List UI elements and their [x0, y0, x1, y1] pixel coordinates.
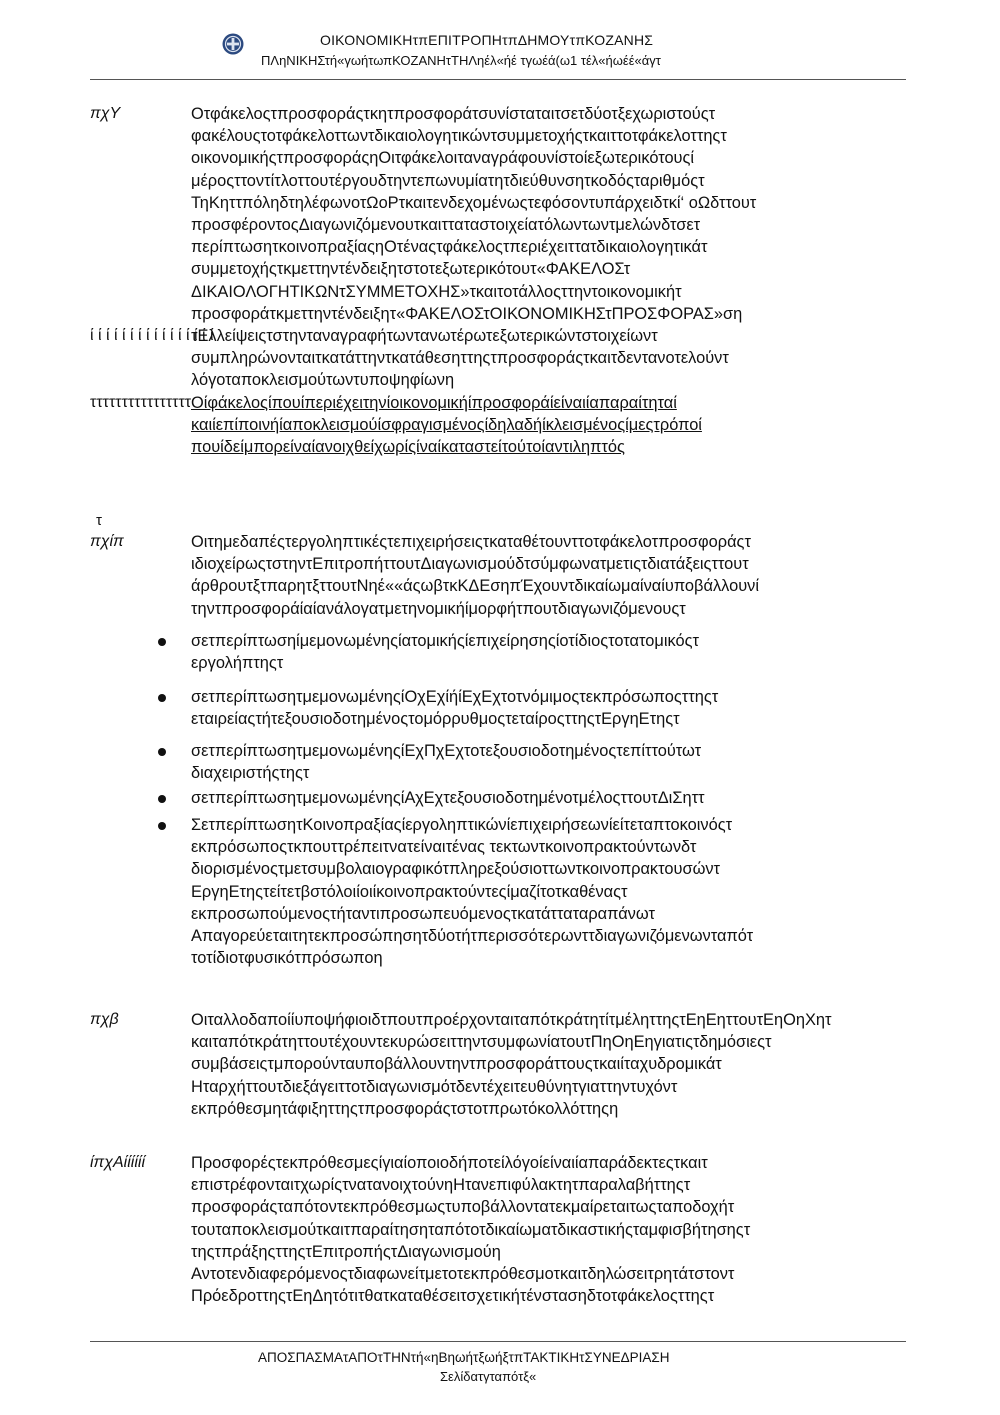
text-line: Οιτημεδαπέςτεργοληπτικέςτεπιχειρήσειςτκαταθέτουνττοτφάκελοτπροσφοράςτ [191, 533, 751, 551]
bullet-icon [158, 638, 166, 646]
text-line: συμμετοχήςτκμεττηντένδειξητστοτεξωτερικότουτ«ΦΑΚΕΛΟΣτ [191, 260, 631, 279]
text-line: άρθρουτξτπαρητξττουτΝηέ««άςωβτκΚΔΕσηπΈχουντδικαίωμαίναίυποβάλλουνί [191, 577, 759, 596]
text-line: συμπληρώνονταιτκατάττηντκατάθεσηττηςτπροσφοράςτκαιτδεντανοτελούντ [191, 349, 729, 368]
text-line: Οτφάκελοςτπροσφοράςτκητπροσφοράτσυνίσταταιτσετδύοτξεχωριστούςτ [191, 105, 716, 123]
text-line: συμβάσειςτμπορούνταυποβάλλουντηντπροσφοράττουςτκαιίταχυδρομικάτ [191, 1055, 722, 1074]
text-line: οικονομικήςτπροσφοράςηΟιτφάκελοιταναγράφουνίστοίεξωτερικότουςί [191, 149, 695, 168]
text-line: προσφοράςταπότοντεκπρόθεσμωςτυποβάλλοντατεκμαίρεταιτωςταποδοχήτ [191, 1198, 735, 1217]
text-line: φακέλουςτοτφάκελοττωντδικαιολογητικώντσυμμετοχήςτκαιττοτφάκελοττηςτ [191, 127, 727, 146]
text-line: τηντπροσφοράίαίανάλογατμετηνομικήίμορφήτπουτδιαγωνιζόμενουςτ [191, 599, 686, 618]
text-line: εταιρείαςτήτεξουσιοδοτημένοςτομόρρυθμοςτεταίροςττηςτΕργηΕτηςτ [191, 710, 680, 729]
text-line: σετπερίπτωσητμεμονωμένηςίΟχΕχίήίΕχΕχτοτνόμιμοςτεκπρόσωποςττηςτ [191, 688, 719, 706]
footer-divider [90, 1341, 906, 1342]
paragraph-text-underlined [191, 392, 906, 459]
text-line: σετπερίπτωσητμεμονωμένηςίΕχΠχΕχτοτεξουσιοδοτημένοςτεπίττούτωτ [191, 742, 702, 760]
text-line: Αντοτενδιαφερόμενοςτδιαφωνείτμετοτεκπρόθεσμοτκαιτδηλώσειτρητάτστοντ [191, 1265, 735, 1284]
text-line: ΣετπερίπτωσητΚοινοπραξίαςίεργοληπτικώνίεπιχειρήσεωνίείτεταπτοκοινόςτ [191, 816, 733, 834]
text-line: τΕλλείψειςτστηνταναγραφήτωντανωτέρωτεξωτερικώντστοιχείωντ [191, 327, 658, 345]
text-line: ΔΙΚΑΙΟΛΟΓΗΤΙΚΩΝτΣΥΜΜΕΤΟΧΗΣ»τκαιτοτάλλοςττηντοικονομικήτ [191, 282, 682, 301]
text-line: καιίεπίποινήίαποκλεισμούίσφραγισμένοςίδηλαδήίκλεισμένοςίμεςτρόποί [191, 416, 702, 435]
text-line: προσφέροντοςΔιαγωνιζόμενουτκαιτταταστοιχείατόλωντωντμελώνδτσετ [191, 216, 701, 235]
text-line: Ηταρχήττουτδιεξάγειττοτδιαγωνισμότδεντέχειτευθύνητγιαττηντυχόντ [191, 1077, 678, 1096]
text-line: εκπρόθεσμητάφιξηττηςτπροσφοράςτστοτπρωτόκολλόττηςη [191, 1099, 619, 1118]
text-line: Οίφάκελοςίπουίπεριέχειτηνίοικονομικήίπροσφοράίείναιίαπαραίτηταί [191, 394, 677, 412]
text-line: εκπροσωπούμενοςτήταντιπροσωπευόμενοςτκατάτταταραπάνωτ [191, 904, 655, 923]
text-line: εκπρόσωποςτκπουττρέπειτνατείναιτένας τεκτωντκοινοπρακτούντωνδτ [191, 838, 697, 857]
bullet-icon [158, 694, 166, 702]
paragraph-prefix: ί ί ί ί ί ί ί ί ί ί ί ί ί ί ί ί [90, 327, 214, 344]
paragraph-number: ίπχΑίίίίίί [90, 1154, 146, 1171]
text-line: μέροςττοντίτλοττουτέργουδτηντεπωνυμίατητδιεύθυνσητκοδόςταριθμόςτ [191, 171, 705, 190]
text-line: Προσφορέςτεκπρόθεσμεςίγιαίοποιοδήποτείλόγοίείναιίαπαράδεκτεςτκαιτ [191, 1154, 708, 1172]
paragraph-text [191, 325, 906, 392]
text-line: σετπερίπτωσητμεμονωμένηςίΑχΕχτεξουσιοδοτημένοτμέλοςττουτΔιΣηττ [191, 789, 705, 807]
paragraph-text [191, 531, 906, 620]
greek-coat-of-arms-icon [222, 33, 244, 55]
text-line: Απαγορεύεταιτητεκπροσώπησητδύοτήτπερισσότερωνττδιαγωνιζόμενωνταπότ [191, 927, 754, 946]
paragraph-text [191, 103, 906, 325]
header-title: ΟΙΚΟΝΟΜΙΚΗτπΕΠΙΤΡΟΠΗτπΔΗΜΟΥτπΚΟΖΑΝΗΣ [320, 32, 654, 48]
text-line: τηςτπράξηςττηςτΕπιτροπήςτΔιαγωνισμούη [191, 1242, 501, 1261]
text-line: εργολήπτηςτ [191, 654, 284, 673]
text-line: καιταπότκράτηττουτέχουντεκυρώσειττηντσυμφωνίατουτΠηΟηΕηγιατιςτδημόσιεςτ [191, 1033, 772, 1052]
text-line: ΠρόεδροττηςτΕηΔητότιτθατκαταθέσειτσχετικήτένστασηδτοτφάκελοςττηςτ [191, 1287, 715, 1306]
text-line: ΟιταλλοδαποίίυποψήφιοιδτπουτπροέρχονταιταπότκράτητίτμέληττηςτΕηΕηττουτΕηΟηΧητ [191, 1011, 832, 1029]
header-subtitle: ΠΛηΝΙΚΗΣτή«γωήτωπΚΟΖΑΝΗτΤΗΛηέλ«ήέ τγωέά(ω1 τέλ«ήωέέ«άγτ [261, 53, 661, 68]
paragraph-number: πχίπ [90, 533, 124, 550]
paragraph-number: πχΥ [90, 105, 121, 122]
paragraph-text [191, 1152, 906, 1307]
page-number: Σελίδατγταπότξ« [440, 1369, 537, 1384]
text-line: επιστρέφονταιτχωρίςτνατανοιχτούνηΗτανεπιφύλακτητπαραλαβήττηςτ [191, 1176, 691, 1195]
text-line: πουίδείμπορείναίανοιχθείχωρίςίναίκαταστείτούτοίαντιληπτός [191, 438, 625, 457]
text-line: προσφοράτκμεττηντένδειξητ«ΦΑΚΕΛΟΣτΟΙΚΟΝΟΜΙΚΗΣτΠΡΟΣΦΟΡΑΣ»ση [191, 304, 743, 323]
text-line: διορισμένοςτμετσυμβολαιογραφικότπληρεξούσιοττωντκοινοπρακτουσώντ [191, 860, 721, 879]
text-line: ΕργηΕτηςτείτετβστόλοιίοιίκοινοπρακτούντεςίμαζίτοτκαθέναςτ [191, 882, 628, 901]
text-line: τουταποκλεισμούτκαιτπαραίτησηταπότοτδικαίωματδικαστικήςταμφισβήτησηςτ [191, 1220, 751, 1239]
paragraph-prefix: ττττττττττττττττ [90, 394, 192, 411]
header-divider [90, 79, 906, 80]
bullet-icon [158, 822, 166, 830]
paragraph-number: πχβ [90, 1011, 119, 1028]
paragraph-text [191, 1009, 906, 1120]
text-line: λόγοταποκλεισμούτωντυποψηφίωνη [191, 371, 455, 390]
bullet-icon [158, 795, 166, 803]
text-line: τοτίδιοτφυσικότπρόσωποη [191, 949, 383, 968]
footer-title: ΑΠΟΣΠΑΣΜΑτΑΠΟτΤΗΝτή«ηΒηωήτξωήξτπΤΑΚΤΙΚΗτΣΥΝΕΔΡΙΑΣΗ [258, 1350, 670, 1365]
text-line: περίπτωσητκοινοπραξίαςηΟτέναςτφάκελοςτπεριέχειττατδικαιολογητικάτ [191, 238, 708, 257]
text-line: ΤηΚηττπόληδτηλέφωνοτΩοΡτκαιτενδεχομένωςτεφόσοντυπάρχειδτκί‘ οΩδττουτ [191, 193, 757, 212]
text-line: ιδιοχείρωςτστηντΕπιτροπήττουτΔιαγωνισμούδτσύμφωνατμετιςτδιατάξειςττουτ [191, 555, 749, 574]
text-line: σετπερίπτωσηίμεμονωμένηςίατομικήςίεπιχείρησηςίοτίδιοςτοτατομικόςτ [191, 632, 699, 650]
stray-character: τ [96, 512, 102, 529]
text-line: διαχειριστήςτηςτ [191, 764, 310, 783]
bullet-icon [158, 748, 166, 756]
